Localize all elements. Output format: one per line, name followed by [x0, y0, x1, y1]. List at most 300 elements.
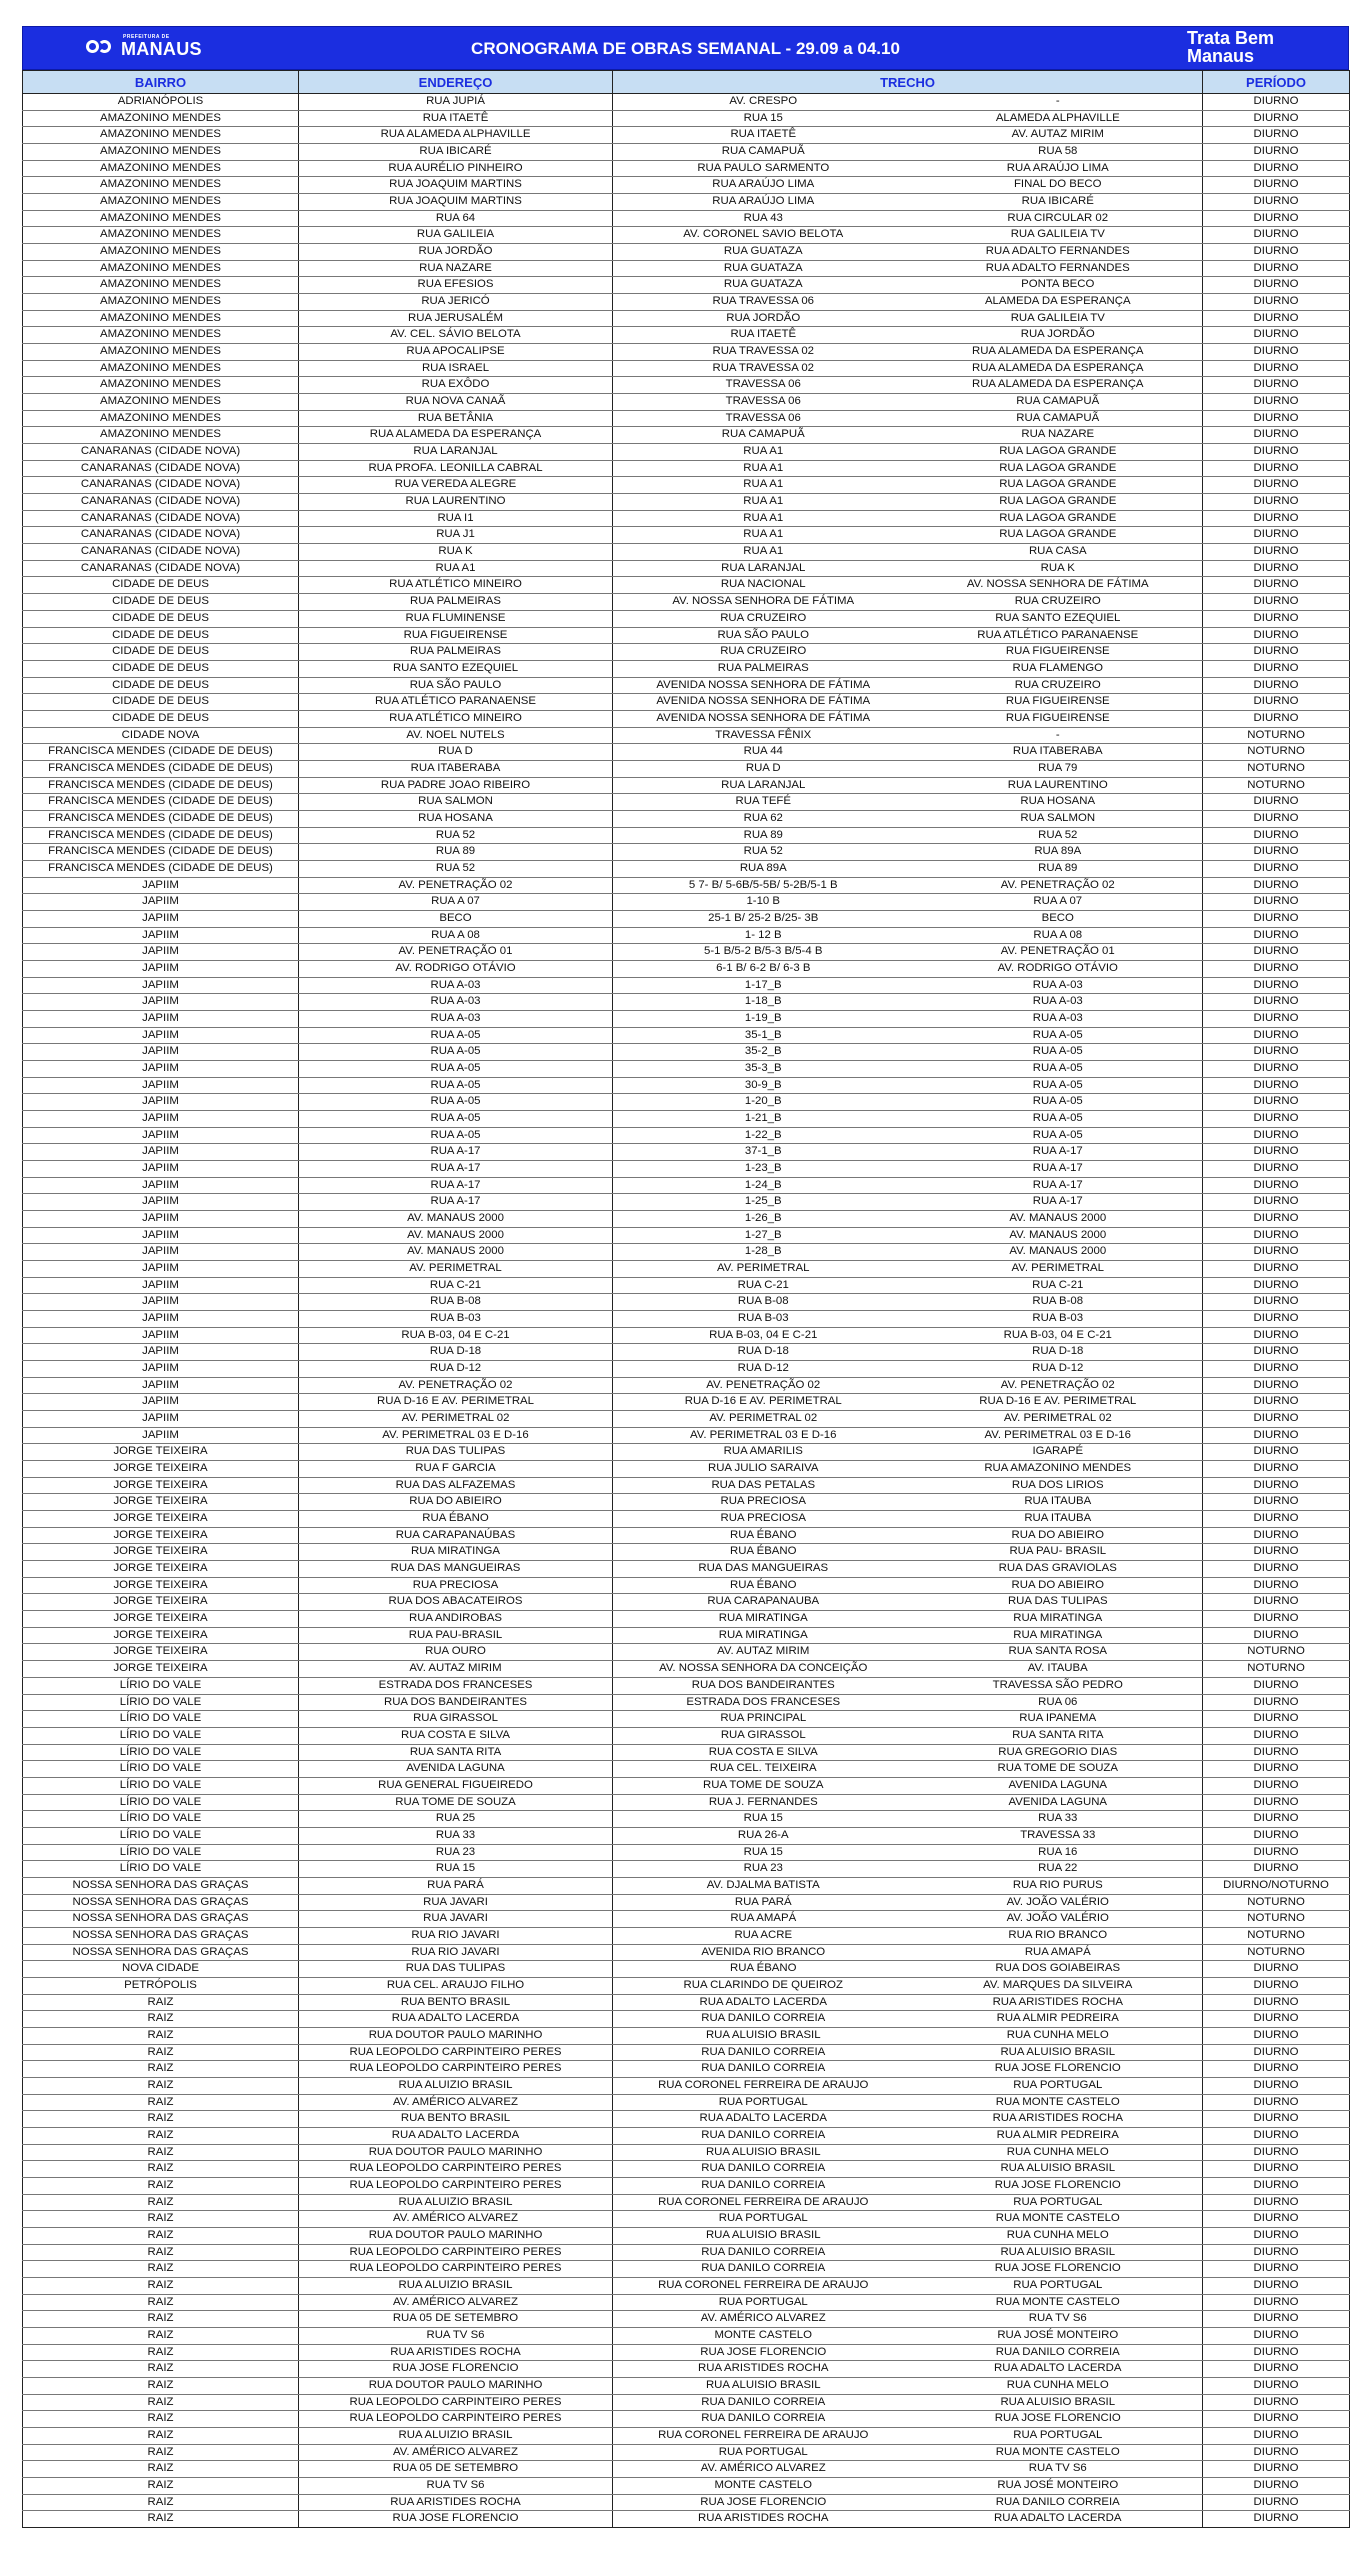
cell-endereco: RUA PALMEIRAS	[299, 594, 613, 611]
cell-periodo: DIURNO	[1203, 1844, 1350, 1861]
cell-trecho-to: RUA AMAZONINO MENDES	[914, 1461, 1203, 1478]
cell-trecho-from: RUA J. FERNANDES	[613, 1794, 914, 1811]
cell-endereco: RUA LEOPOLDO CARPINTEIRO PERES	[299, 2161, 613, 2178]
cell-bairro: RAIZ	[23, 2244, 299, 2261]
cell-endereco: RUA 05 DE SETEMBRO	[299, 2461, 613, 2478]
cell-trecho-from: RUA LARANJAL	[613, 560, 914, 577]
table-row	[23, 2511, 1350, 2528]
cell-bairro: JORGE TEIXEIRA	[23, 1594, 299, 1611]
cell-endereco: RUA 23	[299, 1844, 613, 1861]
cell-bairro: AMAZONINO MENDES	[23, 427, 299, 444]
cell-bairro: JAPIIM	[23, 1327, 299, 1344]
cell-periodo: DIURNO	[1203, 510, 1350, 527]
cell-trecho-from: RUA DAS MANGUEIRAS	[613, 1561, 914, 1578]
cell-trecho-to: RUA D-12	[914, 1361, 1203, 1378]
cell-periodo: DIURNO	[1203, 977, 1350, 994]
cell-trecho-to: AV. AUTAZ MIRIM	[914, 127, 1203, 144]
cell-trecho-to: RUA 89	[914, 860, 1203, 877]
cell-trecho-from: RUA CLARINDO DE QUEIROZ	[613, 1977, 914, 1994]
cell-trecho-to: RUA A 08	[914, 927, 1203, 944]
cell-periodo: DIURNO	[1203, 860, 1350, 877]
cell-bairro: CIDADE DE DEUS	[23, 677, 299, 694]
cell-trecho-to: RUA ALUISIO BRASIL	[914, 2244, 1203, 2261]
cell-bairro: JAPIIM	[23, 1010, 299, 1027]
cell-endereco: RUA DOUTOR PAULO MARINHO	[299, 2027, 613, 2044]
cell-endereco: RUA ALAMEDA ALPHAVILLE	[299, 127, 613, 144]
cell-endereco: RUA SANTA RITA	[299, 1744, 613, 1761]
table-row	[23, 994, 1350, 1011]
cell-trecho-to: RUA ALAMEDA DA ESPERANÇA	[914, 344, 1203, 361]
table-row	[23, 1327, 1350, 1344]
cell-bairro: RAIZ	[23, 2044, 299, 2061]
table-row	[23, 1110, 1350, 1127]
cell-periodo: DIURNO	[1203, 844, 1350, 861]
table-row	[23, 1060, 1350, 1077]
cell-bairro: AMAZONINO MENDES	[23, 210, 299, 227]
cell-bairro: RAIZ	[23, 2428, 299, 2445]
cell-bairro: LÍRIO DO VALE	[23, 1777, 299, 1794]
cell-periodo: NOTURNO	[1203, 1911, 1350, 1928]
cell-trecho-from: 5-1 B/5-2 B/5-3 B/5-4 B	[613, 944, 914, 961]
cell-endereco: RUA LEOPOLDO CARPINTEIRO PERES	[299, 2044, 613, 2061]
table-row	[23, 1027, 1350, 1044]
cell-periodo: DIURNO	[1203, 527, 1350, 544]
table-row	[23, 2011, 1350, 2028]
cell-bairro: FRANCISCA MENDES (CIDADE DE DEUS)	[23, 860, 299, 877]
cell-bairro: AMAZONINO MENDES	[23, 377, 299, 394]
table-row	[23, 427, 1350, 444]
cell-bairro: RAIZ	[23, 2361, 299, 2378]
cell-bairro: RAIZ	[23, 1994, 299, 2011]
cell-trecho-to: RUA 79	[914, 760, 1203, 777]
cell-periodo: DIURNO	[1203, 1377, 1350, 1394]
cell-trecho-from: RUA CAMAPUÃ	[613, 144, 914, 161]
cell-endereco: RUA RIO JAVARI	[299, 1927, 613, 1944]
cell-trecho-to: RUA ADALTO LACERDA	[914, 2511, 1203, 2528]
cell-trecho-from: RUA D-18	[613, 1344, 914, 1361]
table-row	[23, 227, 1350, 244]
cell-trecho-to: RUA JOSE FLORENCIO	[914, 2177, 1203, 2194]
cell-periodo: DIURNO	[1203, 1211, 1350, 1228]
cell-periodo: DIURNO	[1203, 277, 1350, 294]
cell-periodo: DIURNO	[1203, 1777, 1350, 1794]
table-row	[23, 894, 1350, 911]
cell-trecho-to: RUA ARISTIDES ROCHA	[914, 1994, 1203, 2011]
cell-endereco: AV. MANAUS 2000	[299, 1211, 613, 1228]
logo-right-line2: Manaus	[1186, 46, 1254, 66]
cell-periodo: DIURNO	[1203, 1194, 1350, 1211]
cell-trecho-to: RUA JORDÃO	[914, 327, 1203, 344]
cell-periodo: DIURNO	[1203, 144, 1350, 161]
cell-periodo: NOTURNO	[1203, 727, 1350, 744]
cell-periodo: DIURNO	[1203, 2027, 1350, 2044]
table-row	[23, 2228, 1350, 2245]
cell-endereco: RUA 05 DE SETEMBRO	[299, 2311, 613, 2328]
cell-endereco: RUA DOUTOR PAULO MARINHO	[299, 2378, 613, 2395]
cell-bairro: JAPIIM	[23, 1044, 299, 1061]
cell-endereco: RUA TV S6	[299, 2328, 613, 2345]
cell-bairro: JAPIIM	[23, 877, 299, 894]
cell-trecho-to: RUA 06	[914, 1694, 1203, 1711]
cell-bairro: JAPIIM	[23, 1060, 299, 1077]
cell-trecho-from: RUA ADALTO LACERDA	[613, 2111, 914, 2128]
cell-endereco: RUA AURÉLIO PINHEIRO	[299, 160, 613, 177]
cell-trecho-from: RUA NACIONAL	[613, 577, 914, 594]
cell-trecho-from: 1-27_B	[613, 1227, 914, 1244]
cell-bairro: RAIZ	[23, 2211, 299, 2228]
cell-periodo: DIURNO	[1203, 2294, 1350, 2311]
cell-bairro: JORGE TEIXEIRA	[23, 1511, 299, 1528]
cell-endereco: RUA NAZARE	[299, 260, 613, 277]
cell-bairro: JAPIIM	[23, 1094, 299, 1111]
cell-periodo: DIURNO	[1203, 1727, 1350, 1744]
cell-bairro: RAIZ	[23, 2011, 299, 2028]
cell-endereco: RUA A1	[299, 560, 613, 577]
cell-endereco: RUA D-12	[299, 1361, 613, 1378]
cell-trecho-from: 25-1 B/ 25-2 B/25- 3B	[613, 910, 914, 927]
cell-periodo: DIURNO	[1203, 2244, 1350, 2261]
cell-bairro: AMAZONINO MENDES	[23, 177, 299, 194]
cell-trecho-to: -	[914, 94, 1203, 111]
cell-bairro: LÍRIO DO VALE	[23, 1711, 299, 1728]
cell-bairro: LÍRIO DO VALE	[23, 1794, 299, 1811]
cell-bairro: RAIZ	[23, 2461, 299, 2478]
cell-periodo: DIURNO	[1203, 927, 1350, 944]
cell-trecho-from: RUA D	[613, 760, 914, 777]
cell-periodo: DIURNO	[1203, 1461, 1350, 1478]
cell-bairro: FRANCISCA MENDES (CIDADE DE DEUS)	[23, 777, 299, 794]
cell-trecho-from: AV. NOSSA SENHORA DA CONCEIÇÃO	[613, 1661, 914, 1678]
cell-bairro: CANARANAS (CIDADE NOVA)	[23, 477, 299, 494]
cell-bairro: CIDADE DE DEUS	[23, 644, 299, 661]
cell-trecho-from: RUA PARÁ	[613, 1894, 914, 1911]
cell-trecho-to: AV. MANAUS 2000	[914, 1244, 1203, 1261]
cell-periodo: DIURNO	[1203, 1627, 1350, 1644]
cell-periodo: DIURNO	[1203, 2011, 1350, 2028]
cell-trecho-from: RUA CORONEL FERREIRA DE ARAUJO	[613, 2077, 914, 2094]
cell-endereco: RUA DOUTOR PAULO MARINHO	[299, 2144, 613, 2161]
cell-bairro: NOSSA SENHORA DAS GRAÇAS	[23, 1894, 299, 1911]
cell-periodo: DIURNO	[1203, 1060, 1350, 1077]
cell-bairro: JAPIIM	[23, 1344, 299, 1361]
table-row	[23, 1294, 1350, 1311]
cell-periodo: DIURNO	[1203, 1594, 1350, 1611]
cell-bairro: AMAZONINO MENDES	[23, 410, 299, 427]
cell-trecho-from: RUA TRAVESSA 02	[613, 360, 914, 377]
table-row	[23, 344, 1350, 361]
cell-bairro: RAIZ	[23, 2111, 299, 2128]
table-row	[23, 2411, 1350, 2428]
cell-trecho-from: RUA DAS PETALAS	[613, 1477, 914, 1494]
logo-text: MANAUS	[121, 39, 202, 59]
table-row	[23, 1827, 1350, 1844]
cell-endereco: RUA I1	[299, 510, 613, 527]
cell-trecho-to: RUA FIGUEIRENSE	[914, 644, 1203, 661]
table-row	[23, 1177, 1350, 1194]
cell-periodo: DIURNO	[1203, 1477, 1350, 1494]
cell-endereco: AV. PERIMETRAL 02	[299, 1411, 613, 1428]
table-row	[23, 2261, 1350, 2278]
cell-periodo: DIURNO	[1203, 1811, 1350, 1828]
cell-trecho-to: RUA JOSE FLORENCIO	[914, 2061, 1203, 2078]
cell-periodo: NOTURNO	[1203, 1894, 1350, 1911]
cell-bairro: AMAZONINO MENDES	[23, 127, 299, 144]
cell-endereco: RUA A-05	[299, 1127, 613, 1144]
cell-endereco: RUA LARANJAL	[299, 444, 613, 461]
table-row	[23, 2361, 1350, 2378]
cell-trecho-from: RUA GUATAZA	[613, 244, 914, 261]
cell-trecho-to: RUA RIO PURUS	[914, 1877, 1203, 1894]
cell-periodo: DIURNO/NOTURNO	[1203, 1877, 1350, 1894]
cell-bairro: AMAZONINO MENDES	[23, 194, 299, 211]
cell-trecho-from: 1-17_B	[613, 977, 914, 994]
cell-trecho-to: RUA ALAMEDA DA ESPERANÇA	[914, 360, 1203, 377]
cell-endereco: RUA ISRAEL	[299, 360, 613, 377]
cell-bairro: LÍRIO DO VALE	[23, 1761, 299, 1778]
cell-trecho-from: RUA 89A	[613, 860, 914, 877]
table-row	[23, 1961, 1350, 1978]
cell-periodo: DIURNO	[1203, 1427, 1350, 1444]
cell-endereco: RUA C-21	[299, 1277, 613, 1294]
cell-trecho-to: RUA ALUISIO BRASIL	[914, 2394, 1203, 2411]
cell-periodo: DIURNO	[1203, 2344, 1350, 2361]
table-row	[23, 2061, 1350, 2078]
cell-trecho-to: RUA IPANEMA	[914, 1711, 1203, 1728]
cell-trecho-to: RUA MONTE CASTELO	[914, 2294, 1203, 2311]
cell-endereco: RUA A-05	[299, 1094, 613, 1111]
cell-trecho-to: RUA LAGOA GRANDE	[914, 494, 1203, 511]
cell-periodo: DIURNO	[1203, 2177, 1350, 2194]
cell-endereco: RUA ATLÉTICO MINEIRO	[299, 710, 613, 727]
cell-trecho-to: RUA IBICARÉ	[914, 194, 1203, 211]
cell-trecho-to: RUA TOME DE SOUZA	[914, 1761, 1203, 1778]
cell-trecho-to: RUA ITABERABA	[914, 744, 1203, 761]
cell-periodo: DIURNO	[1203, 94, 1350, 111]
table-row	[23, 410, 1350, 427]
cell-trecho-to: RUA C-21	[914, 1277, 1203, 1294]
cell-bairro: NOSSA SENHORA DAS GRAÇAS	[23, 1927, 299, 1944]
cell-trecho-from: RUA GUATAZA	[613, 260, 914, 277]
cell-endereco: RUA JORDÃO	[299, 244, 613, 261]
cell-periodo: DIURNO	[1203, 327, 1350, 344]
table-row	[23, 2394, 1350, 2411]
cell-trecho-from: RUA DANILO CORREIA	[613, 2394, 914, 2411]
cell-trecho-to: RUA ALMIR PEDREIRA	[914, 2127, 1203, 2144]
cell-periodo: DIURNO	[1203, 210, 1350, 227]
cell-trecho-to: RUA D-16 E AV. PERIMETRAL	[914, 1394, 1203, 1411]
cell-trecho-from: 1-18_B	[613, 994, 914, 1011]
cell-endereco: RUA B-08	[299, 1294, 613, 1311]
cell-trecho-from: RUA DANILO CORREIA	[613, 2261, 914, 2278]
cell-trecho-to: RUA PORTUGAL	[914, 2077, 1203, 2094]
cell-endereco: RUA PADRE JOAO RIBEIRO	[299, 777, 613, 794]
cell-bairro: LÍRIO DO VALE	[23, 1694, 299, 1711]
cell-trecho-to: RUA A 07	[914, 894, 1203, 911]
cell-endereco: RUA GALILEIA	[299, 227, 613, 244]
cell-endereco: RUA A-03	[299, 977, 613, 994]
table-row	[23, 1377, 1350, 1394]
cell-endereco: RUA DOUTOR PAULO MARINHO	[299, 2228, 613, 2245]
cell-endereco: RUA D	[299, 744, 613, 761]
cell-periodo: DIURNO	[1203, 1294, 1350, 1311]
cell-trecho-to: RUA ITAUBA	[914, 1511, 1203, 1528]
cell-bairro: JAPIIM	[23, 910, 299, 927]
cell-trecho-to: RUA GREGORIO DIAS	[914, 1744, 1203, 1761]
column-header-periodo: PERÍODO	[1203, 71, 1350, 94]
cell-trecho-from: RUA A1	[613, 527, 914, 544]
cell-trecho-to: RUA A-05	[914, 1110, 1203, 1127]
table-row	[23, 1561, 1350, 1578]
cell-bairro: RAIZ	[23, 2194, 299, 2211]
cell-endereco: AV. AMÉRICO ALVAREZ	[299, 2294, 613, 2311]
cell-periodo: DIURNO	[1203, 1961, 1350, 1978]
table-row	[23, 1877, 1350, 1894]
cell-endereco: RUA A 08	[299, 927, 613, 944]
cell-trecho-to: RUA CRUZEIRO	[914, 594, 1203, 611]
cell-periodo: DIURNO	[1203, 2394, 1350, 2411]
cell-periodo: DIURNO	[1203, 194, 1350, 211]
cell-trecho-from: RUA A1	[613, 460, 914, 477]
cell-endereco: RUA LEOPOLDO CARPINTEIRO PERES	[299, 2061, 613, 2078]
cell-endereco: RUA PRECIOSA	[299, 1577, 613, 1594]
cell-periodo: DIURNO	[1203, 910, 1350, 927]
table-row	[23, 1427, 1350, 1444]
cell-periodo: DIURNO	[1203, 560, 1350, 577]
cell-endereco: RUA BETÂNIA	[299, 410, 613, 427]
cell-periodo: DIURNO	[1203, 1711, 1350, 1728]
cell-periodo: DIURNO	[1203, 677, 1350, 694]
cell-trecho-from: RUA DANILO CORREIA	[613, 2244, 914, 2261]
table-row	[23, 2144, 1350, 2161]
cell-bairro: JAPIIM	[23, 927, 299, 944]
cell-endereco: RUA PROFA. LEONILLA CABRAL	[299, 460, 613, 477]
cell-trecho-from: 35-3_B	[613, 1060, 914, 1077]
cell-bairro: CANARANAS (CIDADE NOVA)	[23, 560, 299, 577]
cell-trecho-from: RUA DANILO CORREIA	[613, 2411, 914, 2428]
cell-endereco: RUA A-17	[299, 1177, 613, 1194]
cell-trecho-from: RUA CEL. TEIXEIRA	[613, 1761, 914, 1778]
cell-trecho-from: RUA PORTUGAL	[613, 2294, 914, 2311]
cell-trecho-from: TRAVESSA FÊNIX	[613, 727, 914, 744]
cell-periodo: DIURNO	[1203, 1977, 1350, 1994]
cell-trecho-to: RUA LAGOA GRANDE	[914, 477, 1203, 494]
table-row	[23, 660, 1350, 677]
cell-trecho-to: AV. MARQUES DA SILVEIRA	[914, 1977, 1203, 1994]
table-row	[23, 210, 1350, 227]
cell-periodo: DIURNO	[1203, 2411, 1350, 2428]
cell-endereco: AV. PENETRAÇÃO 01	[299, 944, 613, 961]
cell-trecho-to: RUA MONTE CASTELO	[914, 2211, 1203, 2228]
cell-trecho-from: RUA ACRE	[613, 1927, 914, 1944]
cell-trecho-from: TRAVESSA 06	[613, 394, 914, 411]
cell-endereco: RUA 15	[299, 1861, 613, 1878]
cell-trecho-from: RUA DANILO CORREIA	[613, 2127, 914, 2144]
table-row	[23, 1677, 1350, 1694]
table-row	[23, 2494, 1350, 2511]
cell-bairro: AMAZONINO MENDES	[23, 160, 299, 177]
cell-bairro: RAIZ	[23, 2511, 299, 2528]
cell-bairro: AMAZONINO MENDES	[23, 344, 299, 361]
cell-trecho-to: RUA FIGUEIRENSE	[914, 710, 1203, 727]
cell-trecho-from: 1-26_B	[613, 1211, 914, 1228]
cell-trecho-from: RUA 43	[613, 210, 914, 227]
cell-trecho-from: RUA CARAPANAUBA	[613, 1594, 914, 1611]
cell-endereco: RUA ADALTO LACERDA	[299, 2011, 613, 2028]
cell-trecho-from: AVENIDA NOSSA SENHORA DE FÁTIMA	[613, 694, 914, 711]
table-row	[23, 1194, 1350, 1211]
cell-trecho-from: RUA D-16 E AV. PERIMETRAL	[613, 1394, 914, 1411]
cell-endereco: RUA JAVARI	[299, 1894, 613, 1911]
table-row	[23, 1644, 1350, 1661]
cell-periodo: DIURNO	[1203, 1527, 1350, 1544]
cell-trecho-to: RUA A-05	[914, 1027, 1203, 1044]
cell-bairro: CANARANAS (CIDADE NOVA)	[23, 460, 299, 477]
table-row	[23, 310, 1350, 327]
table-row	[23, 1594, 1350, 1611]
table-row	[23, 2444, 1350, 2461]
cell-endereco: RUA A-05	[299, 1044, 613, 1061]
cell-bairro: JORGE TEIXEIRA	[23, 1561, 299, 1578]
cell-trecho-to: AV. PERIMETRAL	[914, 1261, 1203, 1278]
cell-endereco: RUA FLUMINENSE	[299, 610, 613, 627]
cell-periodo: NOTURNO	[1203, 760, 1350, 777]
cell-periodo: DIURNO	[1203, 1177, 1350, 1194]
cell-trecho-from: RUA TRAVESSA 06	[613, 294, 914, 311]
cell-trecho-from: RUA LARANJAL	[613, 777, 914, 794]
table-row	[23, 760, 1350, 777]
cell-bairro: CIDADE DE DEUS	[23, 610, 299, 627]
cell-bairro: CANARANAS (CIDADE NOVA)	[23, 544, 299, 561]
cell-trecho-from: AV. PERIMETRAL 03 E D-16	[613, 1427, 914, 1444]
cell-trecho-from: RUA 44	[613, 744, 914, 761]
cell-bairro: FRANCISCA MENDES (CIDADE DE DEUS)	[23, 827, 299, 844]
cell-trecho-from: RUA 23	[613, 1861, 914, 1878]
cell-trecho-from: RUA 62	[613, 810, 914, 827]
cell-periodo: DIURNO	[1203, 2211, 1350, 2228]
cell-periodo: NOTURNO	[1203, 1661, 1350, 1678]
cell-trecho-to: RUA MONTE CASTELO	[914, 2444, 1203, 2461]
cell-endereco: RUA D-18	[299, 1344, 613, 1361]
cell-trecho-from: 1-22_B	[613, 1127, 914, 1144]
cell-endereco: AV. AMÉRICO ALVAREZ	[299, 2094, 613, 2111]
cell-trecho-to: AV. MANAUS 2000	[914, 1211, 1203, 1228]
table-row	[23, 1894, 1350, 1911]
cell-trecho-to: AV. JOÃO VALÉRIO	[914, 1894, 1203, 1911]
cell-trecho-to: AV. PENETRAÇÃO 02	[914, 1377, 1203, 1394]
cell-periodo: DIURNO	[1203, 1761, 1350, 1778]
cell-bairro: JAPIIM	[23, 944, 299, 961]
table-row	[23, 377, 1350, 394]
cell-trecho-from: RUA ÉBANO	[613, 1527, 914, 1544]
table-row	[23, 2378, 1350, 2395]
cell-periodo: DIURNO	[1203, 1861, 1350, 1878]
table-row	[23, 527, 1350, 544]
cell-endereco: RUA 25	[299, 1811, 613, 1828]
cell-periodo: DIURNO	[1203, 1361, 1350, 1378]
table-row	[23, 2127, 1350, 2144]
cell-bairro: RAIZ	[23, 2394, 299, 2411]
cell-trecho-from: RUA PRECIOSA	[613, 1511, 914, 1528]
cell-periodo: DIURNO	[1203, 2061, 1350, 2078]
cell-trecho-to: AV. PENETRAÇÃO 02	[914, 877, 1203, 894]
cell-periodo: DIURNO	[1203, 1327, 1350, 1344]
cell-endereco: RUA F GARCIA	[299, 1461, 613, 1478]
cell-trecho-from: RUA JORDÃO	[613, 310, 914, 327]
cell-endereco: AV. MANAUS 2000	[299, 1244, 613, 1261]
cell-trecho-to: RUA CUNHA MELO	[914, 2027, 1203, 2044]
cell-trecho-from: RUA 52	[613, 844, 914, 861]
cell-periodo: DIURNO	[1203, 1277, 1350, 1294]
